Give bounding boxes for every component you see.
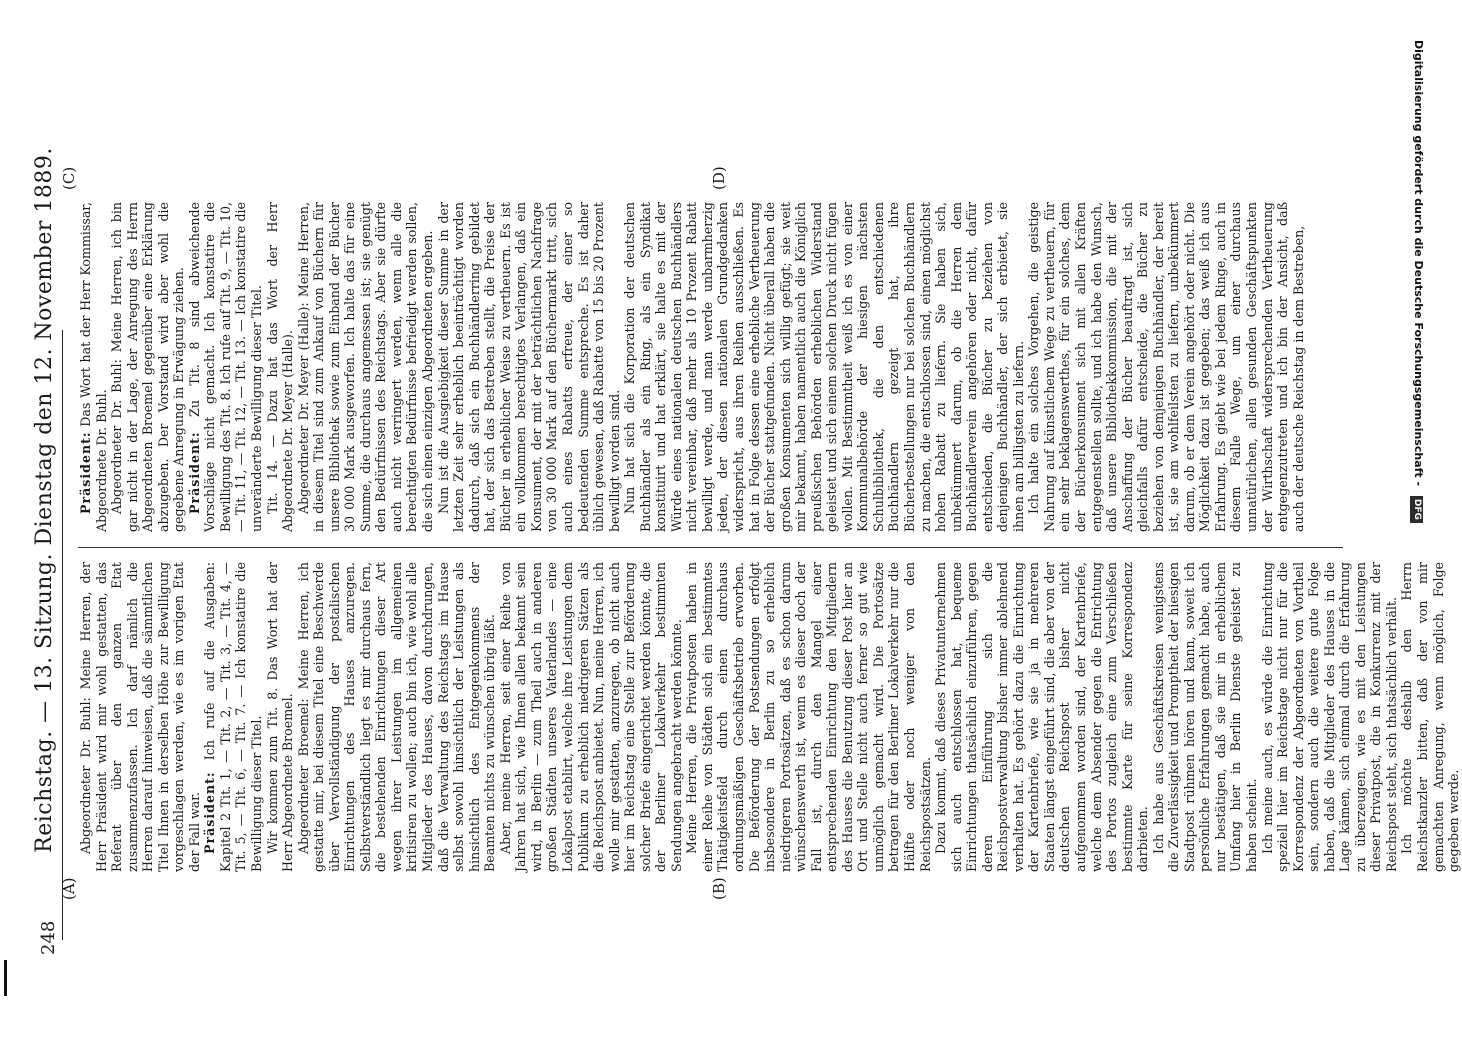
- paragraph-text: Abgeordneter Dr. Meyer (Halle): Meine Herren, in diesem Titel sind zum Ankauf von Büchern für unsere Bibliothek sowie zum Einband der Bücher 30 000 Mark ausgeworfen. Ich halte das für eine Summe, die durchaus angemessen ist; sie genügt den Bedürfnissen des Reichstags. Aber sie dürfte auch nicht verringert werden, wenn alle die berechtigten Bedürfnisse befriedigt werden sollen, die sich einen einzigen Abgeordneten ergeben.: [295, 202, 436, 532]
- paragraph-text: Abgeordneter Broemel: Meine Herren, ich gestatte mir, bei diesem Titel eine Beschwerde über Vervollständigung der postalischen Einrichtungen des Hauses anzuregen. Selbstverständlich liegt es mir durchaus fern, die bestehenden Einrichtungen dieser Art wegen ihrer Leistungen im allgemeinen kritisiren zu wollen; auch bin ich, wie wohl alle Mitglieder des Hauses, davon durchdrungen, daß die Verwaltung des Reichstags im Hause selbst sowohl hinsichtlich der Leistungen als hinsichtlich des Entgegenkommens der Beamten nichts zu wünschen übrig läßt.: [295, 562, 498, 872]
- page-header: [0, 0, 80, 1000]
- margin-mark-d: (D): [710, 166, 728, 190]
- paragraph-text: Ich halte ein solches Vorgehen, die geistige Nahrung auf künstlichem Wege zu vertheuern, für ein sehr beklagenswerthes, für ein solches, dem der Bücherkonsument sich mit allen Kräften entgegenstellen sollte, und ich habe den Wunsch, daß unsere Bibliothekkommission, die mit der Anschaffung der Bücher beauftragt ist, sich gleichfalls dafür entscheide, die Bücher zu beziehen von demjenigen Buchhändler, der bereit ist, sie am wohlfeilsten zu liefern, unbekümmert darum, ob er dem Verein angehört oder nicht. Die Möglichkeit dazu ist gegeben; das weiß ich aus Erfahrung. Es giebt wie bei jedem Ringe, auch in diesem Falle Wege, um einer durchaus unnatürlichen, allen gesunden Geschäftspunkten der Wirthschaft widersprechenden Vertheuerung entgegenzutreten und ich bin der Ansicht, daß auch der deutsche Reichstag in dem Bestreben,: [1026, 202, 1306, 532]
- paragraph: [265, 562, 296, 872]
- paragraph: [1260, 562, 1400, 872]
- paragraph: [622, 202, 1026, 532]
- paragraph: [684, 562, 933, 872]
- paragraph-text: Nun ist die Ausgiebigkeit dieser Summe in der letzten Zeit sehr erheblich beeinträchtigt worden dadurch, daß sich ein Buchhändlerring gebildet hat, der sich das Bestreben stellt, die Preise der Bücher in erheblicher Weise zu vertheuern. Es ist ein vollkommen berechtigtes Verlangen, daß ein Konsument, der mit der beträchtlichen Nachfrage von 30 000 Mark auf den Büchermarkt tritt, sich auch eines Rabatts erfreue, der einer so bedeutenden Summe entspreche. Es ist daher üblich gewesen, daß Rabatte von 15 bis 20 Prozent bewilligt worden sind.: [435, 202, 622, 532]
- running-head: Reichstag. — 13. Sitzung. Dienstag den 12. November 1889.: [32, 147, 57, 853]
- header-rule: [62, 330, 63, 940]
- paragraph-text: Meine Herren, die Privatposten haben in einer Reihe von Städten sich ein bestimmtes Thätigkeitsfeld durch einen durchaus ordnungsmäßigen Geschäftsbetrieb erworben. Die Beförderung der Postsendungen erfolgt insbesondere in Berlin zu so erheblich niedrigeren Portosätzen, daß es schon darum wünschenswerth ist, wenn es dieser doch der Fall ist, durch den Mangel einer entsprechenden Einrichtung den Mitgliedern des Hauses die Benutzung dieser Post hier an Ort und Stelle nicht auch ferner so gut wie unmöglich gemacht wird. Die Portosätze betragen für den Berliner Lokalverkehr nur die Hälfte oder noch weniger von den Reichspostsätzen.: [684, 562, 933, 872]
- paragraph: [202, 562, 264, 872]
- paragraph: [109, 202, 187, 532]
- paragraph: [933, 562, 1151, 872]
- paragraph: [1026, 202, 1306, 532]
- paragraph-text: Ich möchte deshalb den Herrn Reichstkanzler bitten, daß der von mir gemachten Anregung, wenn möglich, Folge gegeben werde.: [1399, 562, 1462, 872]
- paragraph: [78, 562, 202, 872]
- margin-mark-b: (B): [710, 877, 728, 900]
- speaker-label: Präsident:: [186, 431, 202, 514]
- page-number: 248: [38, 920, 59, 955]
- digitization-credit: [1405, 0, 1432, 1000]
- scan-edge-mark: [4, 960, 7, 996]
- paragraph-text: Nun hat sich die Korporation der deutschen Buchhändler als ein Ring, als ein Syndikat konstituirt und hat erklärt, sie halte es mit der Würde eines nationalen deutschen Buchhändlers nicht vereinbar, daß mehr als 10 Prozent Rabatt bewilligt werde, und man werde unbarmherzig jeden, der diesen nationalen Grundgedanken widerspricht, aus ihren Reihen ausschließen. Es hat in Folge dessen eine erhebliche Vertheuerung der Bücher stattgefunden. Nicht überall haben die großen Konsumenten sich willig gefügt; sie weit mir bekannt, haben namentlich auch die Königlich preußischen Behörden erheblichen Widerstand geleistet und sich einem solchen Druck nicht fügen wollen. Mit Bestimmtheit weiß ich es von einer Kommunalbehörde der hiesigen nächsten Schulbibliothek, die den entschiedenen Buchhändlern gezeigt hat, ihre Bücherbestellungen nur bei solchen Buchhändlern zu machen, die entschlossen sind, einen möglichst hohen Rabatt zu liefern. Sie haben sich, unbekümmert darum, ob die Herren dem Buchhändlerverein angehören oder nicht, dafür entschieden, die Bücher zu beziehen von denjenigen Buchhändler, der sich erbietet, sie ihnen am billigsten zu liefern.: [622, 202, 1026, 532]
- paragraph: [1151, 562, 1260, 872]
- paragraph: [265, 202, 296, 532]
- paragraph: [296, 562, 498, 872]
- paragraph-text: Ich meine auch, es würde die Einrichtung speziell hier im Reichstage nicht nur für die Korrespondenz der Abgeordneten von Vortheil sein, sondern auch die weitere gute Folge haben, daß die Mitglieder des Hauses in die Lage kämen, sich einmal durch die Erfahrung zu überzeugen, wie es mit den Leistungen dieser Privatpost, die in Konkurrenz mit der Reichspost steht, sich thatsächlich verhält.: [1259, 562, 1399, 872]
- margin-mark-a: (A): [60, 877, 78, 900]
- paragraph-text: Aber, meine Herren, seit einer Reihe von Jahren hat sich, wie Ihnen allen bekannt sein wird, in Berlin — zum Theil auch in anderen großen Städten unseres Vaterlandes — eine Lokalpost etablirt, welche ihre Leistungen dem Publikum zu erheblich niedrigeren Sätzen als die Reichspost anbietet. Nun, meine Herren, ich wolle mir gestatten, anzuregen, ob nicht auch hier im Reichstag eine Stelle zur Beförderung solcher Briefe eingerichtet werden könnte, die der Berliner Lokalverkehr bestimmten Sendungen angebracht werden könnte.: [497, 562, 684, 872]
- paragraph: [436, 202, 623, 532]
- paragraph-text: Das Wort hat der Herr Kommissar, Abgeordnete Dr. Buhl.: [78, 202, 109, 532]
- paragraph-text: Abgeordneter Dr. Buhl: Meine Herren, ich bin gar nicht in der Lage, der Anregung des Herrn Abgeordneten Broemel gegenüber eine Erklärung abzugeben. Der Vorstand wird aber wohl die gegebene Anregung in Erwägung ziehen.: [109, 202, 187, 532]
- credit-strip: [1405, 0, 1432, 1040]
- speaker-label: Präsident:: [78, 431, 93, 514]
- paragraph-text: Abgeordneter Dr. Buhl: Meine Herren, der Herr Präsident wird mir wohl gestatten, das Referat über den ganzen Etat zusammenzufassen. Ich darf nämlich die Herren darauf hinweisen, daß die sämmtlichen Titel Ihnen in derselben Höhe zur Bewilligung vorgeschlagen werden, wie es im vorigen Etat der Fall war.: [78, 562, 202, 872]
- paragraph: [296, 202, 436, 532]
- text-column-left: [78, 562, 1462, 872]
- paragraph-text: Ich habe aus Geschäftskreisen wenigstens die Zuverlässigkeit und Promptheit der hiesigen Stadtpost rühmen hören und kann, soweit ich persönliche Erfahrungen gemacht habe, auch nur bestätigen, daß sie mir in erheblichem Umfang hier in Berlin Dienste geleistet zu haben scheint.: [1150, 562, 1260, 872]
- paragraph: [498, 562, 685, 872]
- paragraph-text: Ich rufe auf die Ausgaben: Kapitel 2 Tit. 1, — Tit. 2, — Tit. 3, — Tit. 4, — Tit. 5, — Tit. 6, — Tit. 7. — Ich konstatire die Bewilligung dieser Titel.: [202, 562, 265, 872]
- credit-text: Digitalisierung gefördert durch die Deutsche Forschungsgemeinschaft -: [1412, 40, 1425, 487]
- text-column-right: [78, 202, 1343, 532]
- speaker-label: Präsident:: [202, 771, 218, 854]
- paragraph-text: Tit. 14. — Dazu hat das Wort der Herr Abgeordnete Dr. Meyer (Halle).: [264, 202, 296, 532]
- dfg-logo: DFG: [1410, 496, 1423, 523]
- paragraph: [187, 202, 265, 532]
- paragraph-text: Zu Tit. 8 sind abweichende Vorschläge nicht gemacht. Ich konstatire die Bewilligung des Tit. 8. Ich rufe auf Tit. 9, — Tit. 10, — Tit. 11, — Tit. 12, — Tit. 13. — Ich konstatire die unveränderte Bewilligung dieser Titel.: [186, 202, 265, 532]
- paragraph-text: Dazu kommt, daß dieses Privatunternehmen sich auch entschlossen hat, bequeme Einrichtungen thatsächlich einzuführen, gegen deren Einführung sich die Reichspostverwaltung bisher immer ablehnend verhalten hat. Es gehört dazu die Einrichtung der Kartenbriefe, wie sie ja in mehreren Staaten längst eingeführt sind, die aber von der deutschen Reichspost bisher nicht aufgenommen worden sind, der Kartenbriefe, welche dem Absender gegen die Entrichtung des Portos zugleich eine zum Verschließen bestimmte Karte für seine Korrespondenz darbieten.: [933, 562, 1151, 872]
- column-divider: [78, 547, 1343, 548]
- paragraph: [78, 202, 109, 532]
- paragraph-text: Wir kommen zum Tit. 8. Das Wort hat der Herr Abgeordnete Broemel.: [264, 562, 296, 872]
- margin-mark-c: (C): [60, 166, 78, 190]
